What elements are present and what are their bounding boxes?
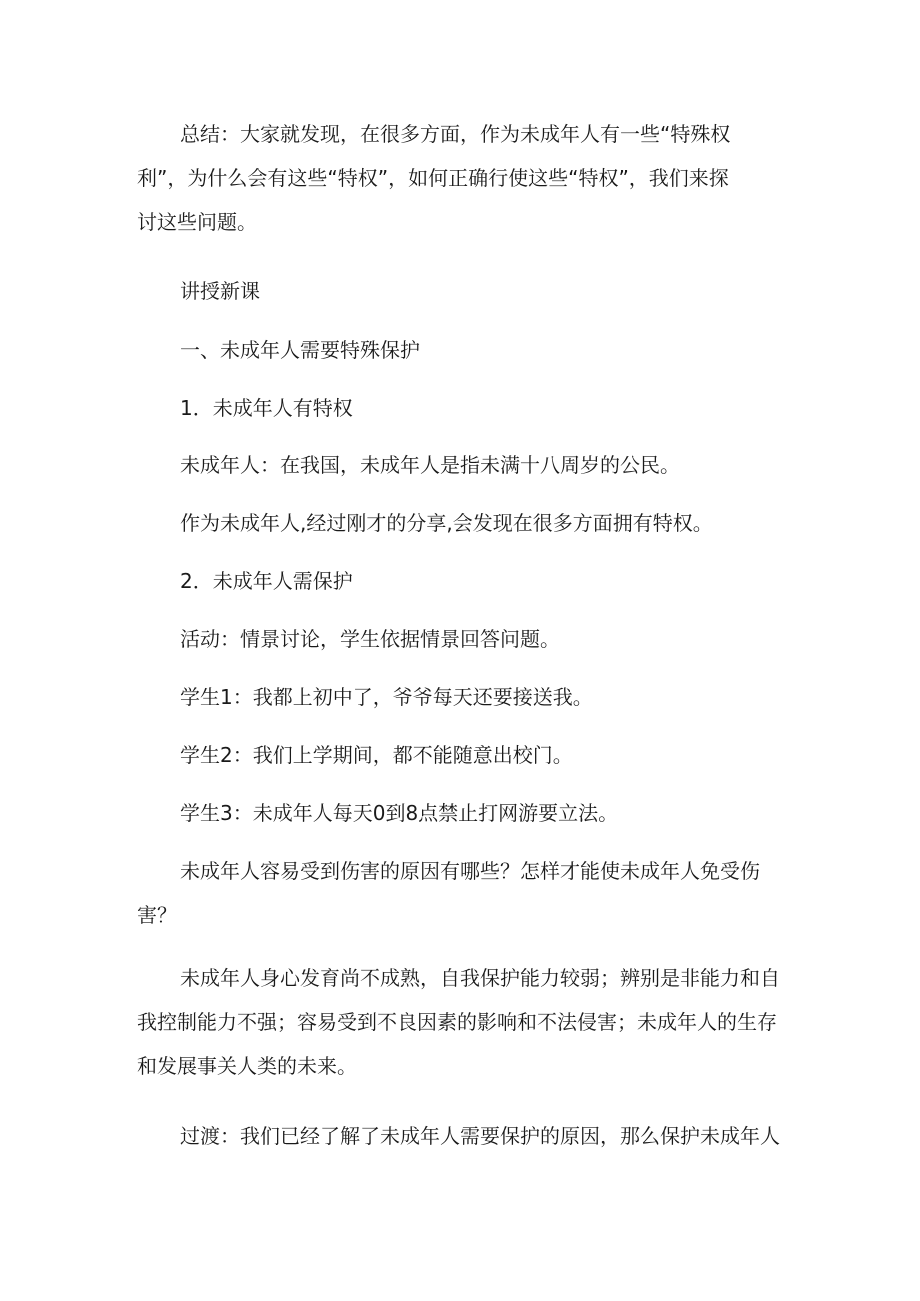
text-line: 我控制能力不强；容易受到不良因素的影响和不法侵害；未成年人的生存 — [137, 1010, 777, 1034]
text-line: 利”，为什么会有这些“特权”，如何正确行使这些“特权”，我们来探 — [137, 166, 729, 190]
text-line: 1．未成年人有特权 — [180, 396, 353, 420]
subsection-heading — [137, 386, 787, 430]
answer-paragraph — [137, 956, 787, 1088]
section-heading — [137, 328, 787, 372]
summary-paragraph — [137, 112, 787, 244]
heading-new-lesson — [137, 269, 787, 313]
text-line: 总结：大家就发现，在很多方面，作为未成年人有一些“特殊权 — [180, 122, 731, 146]
student-2-paragraph — [137, 733, 787, 777]
text-line: 活动：情景讨论，学生依据情景回答问题。 — [180, 627, 560, 651]
text-line: 学生3：未成年人每天0到8点禁止打网游要立法。 — [180, 801, 619, 825]
text-line: 作为未成年人,经过刚才的分享,会发现在很多方面拥有特权。 — [180, 511, 713, 535]
privilege-paragraph — [137, 501, 787, 545]
text-line: 未成年人身心发育尚不成熟，自我保护能力较弱；辨别是非能力和自 — [180, 966, 780, 990]
text-line: 讨这些问题。 — [137, 210, 257, 234]
text-line: 害？ — [137, 903, 177, 927]
text-line: 未成年人容易受到伤害的原因有哪些？怎样才能使未成年人免受伤 — [180, 859, 760, 883]
text-line: 讲授新课 — [180, 279, 260, 303]
activity-paragraph — [137, 617, 787, 661]
student-1-paragraph — [137, 675, 787, 719]
text-line: 学生1：我都上初中了，爷爷每天还要接送我。 — [180, 685, 593, 709]
text-line: 过渡：我们已经了解了未成年人需要保护的原因，那么保护未成年人 — [180, 1124, 780, 1148]
subsection-heading — [137, 559, 787, 603]
text-line: 学生2：我们上学期间，都不能随意出校门。 — [180, 743, 573, 767]
text-line: 2．未成年人需保护 — [180, 569, 353, 593]
transition-paragraph — [137, 1114, 787, 1158]
text-line: 和发展事关人类的未来。 — [137, 1054, 357, 1078]
text-line: 未成年人：在我国，未成年人是指未满十八周岁的公民。 — [180, 453, 680, 477]
question-paragraph — [137, 849, 787, 937]
text-line: 一、未成年人需要特殊保护 — [180, 338, 420, 362]
definition-paragraph — [137, 443, 787, 487]
student-3-paragraph — [137, 791, 787, 835]
